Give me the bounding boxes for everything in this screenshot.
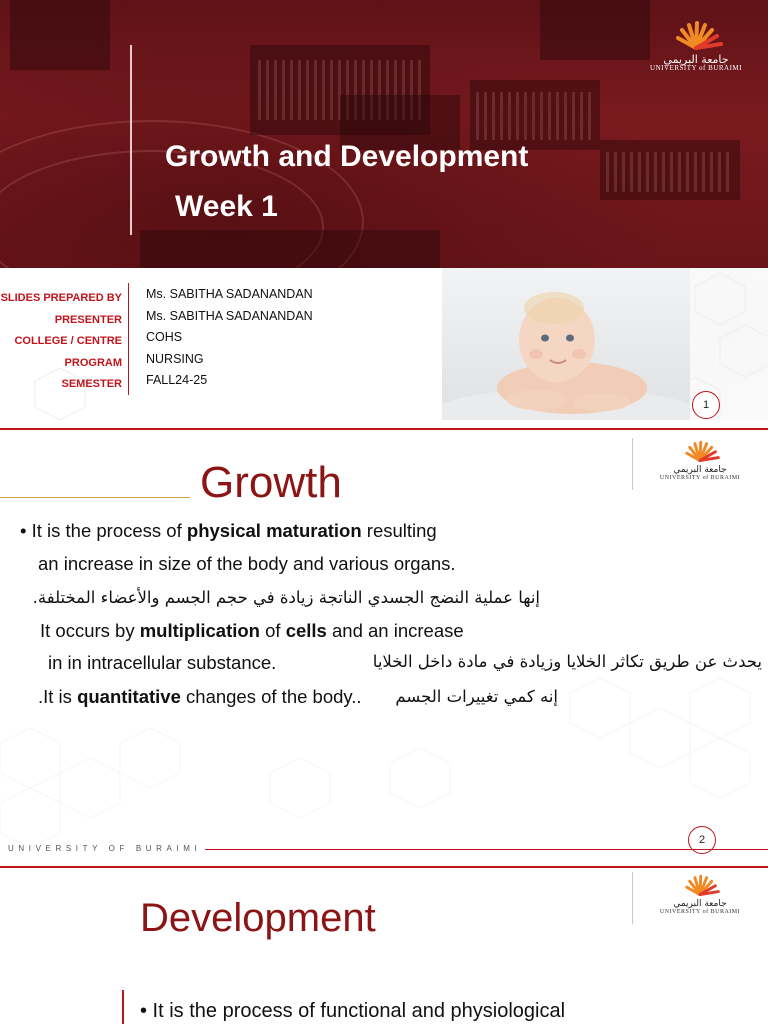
footer-line <box>205 849 768 850</box>
bold-text: quantitative <box>77 686 181 707</box>
sunburst-logo-icon <box>666 20 726 50</box>
value-slides-prepared-by: Ms. SABITHA SADANANDAN <box>146 287 313 301</box>
bold-text: physical maturation <box>186 520 362 541</box>
text-segment: changes of the body.. <box>180 686 362 707</box>
sunburst-logo-icon <box>678 874 722 896</box>
info-divider <box>128 283 129 395</box>
value-presenter: Ms. SABITHA SADANANDAN <box>146 308 313 323</box>
value-semester: FALL24-25 <box>146 373 208 387</box>
sunburst-logo-icon <box>678 440 722 462</box>
info-values <box>146 284 313 392</box>
arabic-line-5: يحدث عن طريق تكاثر الخلايا وزيادة في مادة داخل الخلايا <box>372 652 762 671</box>
university-logo <box>645 440 755 481</box>
page-number-1: 1 <box>692 391 720 419</box>
slide-3 <box>0 866 768 1024</box>
growth-title: Growth <box>200 458 342 507</box>
body-line-5: in in intracellular substance. <box>48 652 277 673</box>
hero-banner <box>0 0 768 268</box>
university-logo <box>636 20 756 72</box>
bold-text: multiplication <box>139 620 260 641</box>
slide-subtitle: Week 1 <box>175 190 278 223</box>
label-presenter: PRESENTER <box>54 313 122 326</box>
arabic-line-6: إنه كمي تغييرات الجسم <box>395 687 558 706</box>
logo-arabic-text: جامعة البريمي <box>673 465 727 475</box>
text-segment: It occurs by <box>40 620 140 641</box>
label-semester: SEMESTER <box>61 378 122 390</box>
logo-arabic-text: جامعة البريمي <box>663 53 729 66</box>
value-program: NURSING <box>146 351 204 366</box>
university-logo <box>645 874 755 915</box>
logo-english-text: UNIVERSITY of BURAIMI <box>659 909 741 915</box>
label-program: PROGRAM <box>64 356 122 369</box>
development-title: Development <box>140 896 376 940</box>
body-line-6 <box>38 686 362 708</box>
bold-text: cells <box>285 620 327 641</box>
body-line-2: an increase in size of the body and various organs. <box>38 553 456 574</box>
bullet-divider <box>122 990 124 1024</box>
text-segment: and an increase <box>326 620 464 641</box>
baby-image-icon <box>442 268 690 420</box>
slide-title: Growth and Development <box>165 140 529 173</box>
hero-divider <box>130 45 132 235</box>
info-labels <box>0 288 122 396</box>
bullet-line-1 <box>20 520 437 542</box>
logo-divider <box>632 872 633 924</box>
label-slides-prepared-by: SLIDES PREPARED BY <box>0 292 122 304</box>
slide-1 <box>0 0 768 420</box>
label-college-centre: COLLEGE / CENTRE <box>14 335 122 347</box>
value-college-centre: COHS <box>146 330 183 344</box>
page-number-2: 2 <box>688 826 716 854</box>
logo-divider <box>632 438 633 490</box>
footer-university-name: UNIVERSITY OF BURAIMI <box>8 844 202 853</box>
text-segment: • It is the process of <box>20 520 187 541</box>
bullet-line-1: • It is the process of functional and physiological <box>140 1000 566 1022</box>
logo-english-text: UNIVERSITY of BURAIMI <box>650 64 742 72</box>
text-segment: .It is <box>38 686 78 707</box>
slide-top-border <box>0 866 768 868</box>
logo-english-text: UNIVERSITY of BURAIMI <box>659 475 741 481</box>
slide-2 <box>0 428 768 860</box>
baby-photo <box>442 268 690 420</box>
text-segment: of <box>259 620 286 641</box>
honeycomb-background-icon <box>0 428 768 860</box>
text-segment: resulting <box>361 520 437 541</box>
arabic-line-3: إنها عملية النضج الجسدي الناتجة زيادة في حجم الجسم والأعضاء المختلفة. <box>32 588 540 607</box>
body-line-4 <box>40 620 464 642</box>
logo-arabic-text: جامعة البريمي <box>673 899 727 909</box>
title-underline <box>0 497 190 498</box>
